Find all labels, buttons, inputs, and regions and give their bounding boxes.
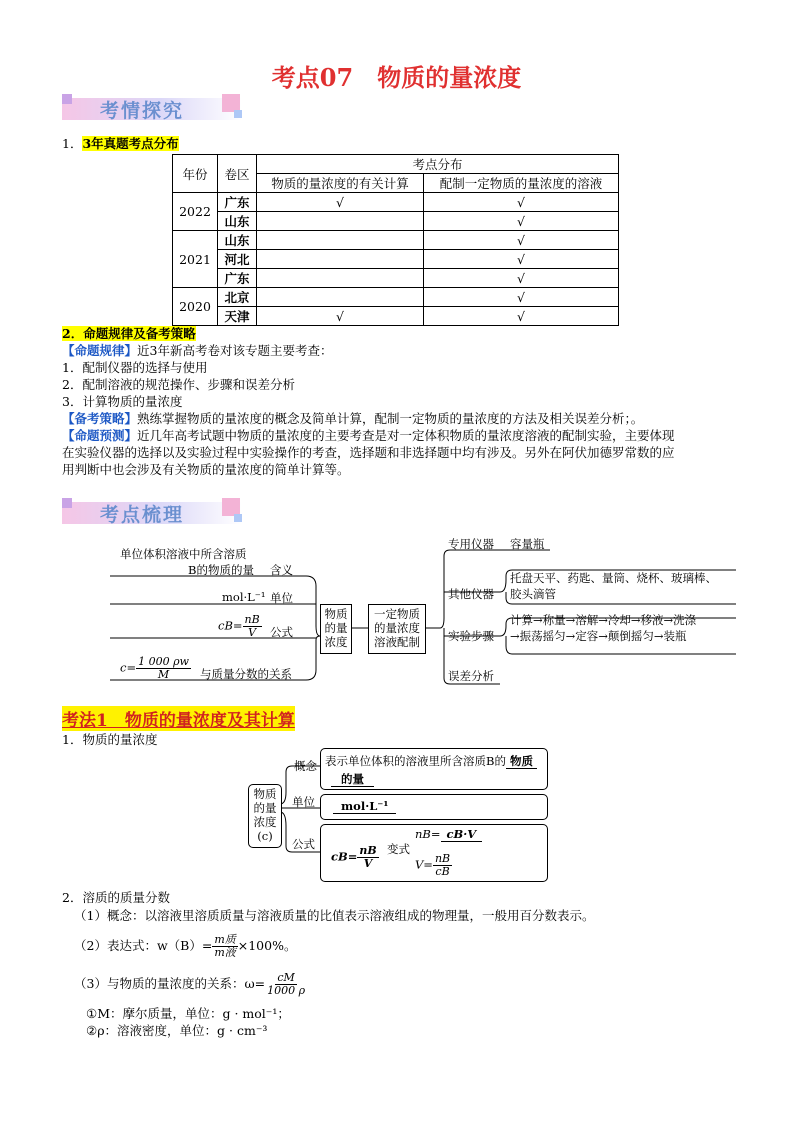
expression-numerator: m质 (214, 933, 236, 946)
formula (218, 614, 262, 639)
unit-value: mol·L⁻¹ (333, 799, 396, 814)
formula-lhs: cB= (218, 618, 243, 633)
section-number: 1． (62, 136, 83, 151)
note-density: ②ρ：溶液密度，单位：g · cm⁻³ (86, 1023, 268, 1038)
formula-denominator: V (363, 857, 373, 870)
diagram-root-node (248, 784, 282, 848)
t2-denominator: cB (435, 865, 450, 878)
check-cell: √ (424, 193, 619, 212)
table-row (173, 288, 619, 307)
subsection-heading: 2．溶质的质量分数 (62, 890, 170, 905)
mass-fraction-expression (74, 930, 296, 962)
steps-line2: →振荡摇匀→定容→颠倒摇匀→装瓶 (510, 629, 687, 643)
formula-label: 公式 (292, 837, 315, 851)
section-heading-strategy (62, 326, 196, 342)
relation-denominator: 1000 ρ (267, 984, 306, 997)
banner-title: 考点梳理 (100, 504, 185, 526)
def-label: 含义 (270, 563, 293, 577)
steps-label: 实验步骤 (448, 629, 494, 643)
header-col-calc: 物质的量浓度的有关计算 (257, 174, 424, 193)
header-region: 卷区 (218, 155, 257, 193)
predict-tag: 【命题预测】 (62, 428, 138, 443)
predict-text-line: 在实验仪器的选择以及实验过程中实验操作的考查，选择题和非选择题中均有涉及。另外在阿伏加德罗常数的应 (62, 445, 675, 460)
rule-item: 2．配制溶液的规范操作、步骤和误差分析 (62, 377, 295, 392)
header-year: 年份 (173, 155, 218, 193)
def-line1: 单位体积溶液中所含溶质 (120, 547, 247, 561)
other-line2: 胶头滴管 (510, 587, 556, 601)
def-line2: B的物质的量 (188, 563, 254, 577)
table-row (173, 250, 619, 269)
relation-label: 与质量分数的关系 (200, 667, 292, 681)
center-node-preparation (368, 604, 426, 654)
exam-distribution-table (172, 154, 619, 326)
check-cell (257, 288, 424, 307)
table-row (173, 269, 619, 288)
concept-text-2 (331, 771, 374, 787)
concept-sentence: 表示单位体积的溶液里所含溶质B的 (325, 754, 506, 768)
rule-item: 1．配制仪器的选择与使用 (62, 360, 208, 375)
rule-paragraph (62, 343, 332, 359)
concept-label: 概念 (294, 759, 317, 773)
check-cell: √ (257, 193, 424, 212)
check-cell (257, 231, 424, 250)
mass-fraction-concept: （1）概念：以溶液里溶质质量与溶液质量的比值表示溶液组成的物理量，一般用百分数表示。 (74, 908, 595, 923)
transform-label: 变式 (387, 842, 410, 856)
year-cell: 2020 (173, 288, 218, 326)
region-cell: 天津 (218, 307, 257, 326)
formula-box (320, 824, 548, 882)
check-cell: √ (424, 288, 619, 307)
expression-denominator: m液 (214, 946, 236, 959)
relation-expression (74, 968, 307, 1000)
table-row (173, 212, 619, 231)
predict-text: 近几年高考试题中物质的量浓度的主要考查是对一定体积物质的量浓度溶液的配制实验，主要体现 (137, 428, 675, 443)
t2-numerator: nB (434, 852, 451, 865)
t2-lhs: V= (415, 857, 433, 872)
formula-denominator: V (248, 626, 257, 639)
header-distribution: 考点分布 (257, 155, 619, 174)
relation-numerator: 1 000 ρw (138, 655, 189, 668)
center-node-concentration (320, 604, 352, 654)
concept-blank-2: 的量 (331, 772, 374, 787)
region-cell: 广东 (218, 269, 257, 288)
banner-title: 考情探究 (100, 100, 185, 122)
section-banner-knowledge (62, 498, 252, 528)
expression-prefix: （2）表达式：w（B）= (74, 938, 213, 953)
year-cell: 2021 (173, 231, 218, 288)
check-cell: √ (424, 231, 619, 250)
unit-label: 单位 (270, 591, 293, 605)
table-row (173, 231, 619, 250)
region-cell: 河北 (218, 250, 257, 269)
rule-text: 近3年新高考卷对该专题主要考查： (137, 343, 333, 358)
inst-label: 专用仪器 (448, 537, 494, 551)
other-line1: 托盘天平、药匙、量筒、烧杯、玻璃棒、 (510, 571, 717, 585)
inst-value: 容量瓶 (510, 537, 545, 551)
table-row (173, 307, 619, 326)
concentration-diagram (246, 746, 550, 884)
error-label: 误差分析 (448, 669, 494, 683)
relation-prefix: （3）与物质的量浓度的关系：ω= (74, 976, 266, 991)
knowledge-mindmap (110, 537, 740, 690)
relation-numerator: cM (277, 971, 295, 984)
check-cell (257, 250, 424, 269)
check-cell (257, 269, 424, 288)
formula-label: 公式 (270, 625, 293, 639)
t1-rhs: cB·V (441, 827, 483, 842)
unit-value-wrap (333, 799, 396, 813)
predict-paragraph (62, 428, 675, 444)
section-label: 3年真题考点分布 (82, 136, 179, 151)
unit-value: mol·L⁻¹ (222, 590, 266, 604)
page-title: 考点07 物质的量浓度 (271, 63, 522, 92)
check-cell: √ (424, 250, 619, 269)
region-cell: 北京 (218, 288, 257, 307)
diagram-formula (331, 845, 379, 870)
unit-label: 单位 (292, 795, 315, 809)
unit-box (320, 794, 548, 820)
concept-box (320, 748, 548, 790)
header-col-prep: 配制一定物质的量浓度的溶液 (424, 174, 619, 193)
rule-item: 3．计算物质的量浓度 (62, 394, 183, 409)
predict-text-line: 用判断中也会涉及有关物质的量浓度的简单计算等。 (62, 462, 350, 477)
region-cell: 山东 (218, 212, 257, 231)
formula-numerator: nB (359, 844, 377, 857)
other-label: 其他仪器 (448, 587, 494, 601)
check-cell: √ (424, 307, 619, 326)
region-cell: 山东 (218, 231, 257, 250)
table-row (173, 193, 619, 212)
check-cell: √ (424, 212, 619, 231)
section-label: 命题规律及备考策略 (83, 326, 196, 341)
check-cell: √ (424, 269, 619, 288)
root-text: 物质的量浓度(c) (253, 787, 277, 843)
concept-blank-1: 物质 (506, 754, 537, 769)
relation-lhs: c= (120, 660, 137, 675)
relation-denominator: M (157, 668, 170, 681)
strategy-tag: 【备考策略】 (62, 411, 138, 426)
section-heading-distribution (62, 136, 179, 152)
formula-numerator: nB (244, 613, 260, 626)
section-number: 2． (62, 326, 84, 341)
concept-text (325, 753, 537, 769)
center-node-text: 物质的量浓度 (324, 607, 348, 649)
method-heading: 考法1 物质的量浓度及其计算 (62, 706, 295, 731)
strategy-paragraph (62, 411, 643, 427)
formula-lhs: cB= (331, 849, 358, 864)
rule-tag: 【命题规律】 (62, 343, 138, 358)
strategy-text: 熟练掌握物质的量浓度的概念及简单计算，配制一定物质的量浓度的方法及相关误差分析；。 (137, 411, 644, 426)
transform-2 (415, 853, 452, 878)
check-cell: √ (257, 307, 424, 326)
note-molar-mass: ①M：摩尔质量，单位：g · mol⁻¹； (86, 1006, 290, 1021)
expression-suffix: ×100%。 (237, 938, 297, 953)
center-node-text: 一定物质的量浓度溶液配制 (374, 607, 420, 649)
transform-1 (415, 827, 482, 841)
region-cell: 广东 (218, 193, 257, 212)
section-banner-exam-analysis (62, 94, 252, 124)
subsection-heading: 1．物质的量浓度 (62, 732, 158, 747)
relation-formula (120, 656, 191, 681)
steps-line1: 计算→称量→溶解→冷却→移液→洗涤 (510, 613, 697, 627)
check-cell (257, 212, 424, 231)
t1-lhs: nB= (415, 827, 441, 841)
year-cell: 2022 (173, 193, 218, 231)
